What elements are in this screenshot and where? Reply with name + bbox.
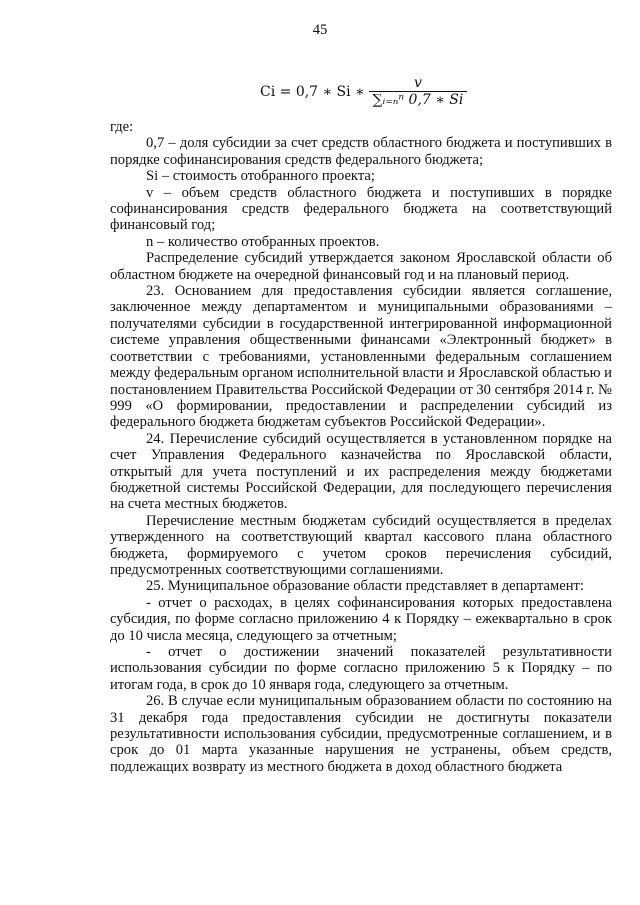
formula-fraction [369,76,468,109]
formula-denominator: ∑ᵢ₌ₙⁿ 0,7 ∗ Si [372,92,464,108]
page-number: 45 [312,22,328,38]
formula-lhs: Сi = 0,7 ∗ Si ∗ [260,84,365,101]
paragraph-definition-share: 0,7 – доля субсидии за счет средств областного бюджета и поступивших в порядке софинансирования средств федерального бюджета; [110,135,612,168]
paragraph-distribution: Распределение субсидий утверждается законом Ярославской области об областном бюджете на очередной финансовый год и на плановый период. [110,250,612,283]
paragraph-report-expenses: - отчет о расходах, в целях софинансирования которых предоставлена субсидия, по форме согласно приложению 4 к Порядку – ежеквартально в срок до 10 числа месяца, следующего за отчетным; [110,594,612,644]
paragraph-transfer: Перечисление местным бюджетам субсидий осуществляется в пределах утвержденного на соответствующий квартал кассового плана областного бюджета, формируемого с учетом сроков перечисления субсидий, предусмотренных соответствующими соглашениями. [110,512,612,578]
paragraph-26: 26. В случае если муниципальным образованием области по состоянию на 31 декабря года предоставления субсидии не достигнуты показатели результативности использования субсидии, предусмотренные соглашением, и в срок до 01 марта указанные нарушения не устранены, объем средств, подлежащих возврату из местного бюджета в доход областного бюджета [110,693,612,775]
paragraph-23: 23. Основанием для предоставления субсидии является соглашение, заключенное между департаментом и муниципальными образованиями – получателями субсидии в государственной интегрированной информационной системе управления общественными финансами «Электронный бюджет» в соответствии с требованиями, установленными федеральным соглашением между федеральным органом исполнительной власти и Ярославской областью и постановлением Правительства Российской Федерации от 30 сентября 2014 г. № 999 «О формировании, предоставлении и распределении субсидий из федерального бюджета бюджетам субъектов Российской Федерации». [110,283,612,431]
paragraph-definition-n: n – количество отобранных проектов. [146,233,380,250]
subsidy-formula [260,76,467,109]
document-body [110,119,612,775]
paragraph-where: где: [110,119,134,135]
paragraph-report-results: - отчет о достижении значений показателей результативности использования субсидии по форме согласно приложению 5 к Порядку – по итогам года, в срок до 10 января года, следующего за отчетным. [110,644,612,693]
paragraph-definition-v: v – объем средств областного бюджета и поступивших в порядке софинансирования средств федерального бюджета на соответствующий финансовый год; [110,184,612,234]
paragraph-definition-si: Si – стоимость отобранного проекта; [146,168,375,185]
paragraph-24: 24. Перечисление субсидий осуществляется в установленном порядке на счет Управления Федерального казначейства по Ярославской области, открытый для учета поступлений и их распределения между бюджетами бюджетной системы Российской Федерации, для последующего перечисления на счета местных бюджетов. [110,430,612,513]
paragraph-25: 25. Муниципальное образование области представляет в департамент: [146,578,584,595]
formula-numerator: v [413,75,422,91]
